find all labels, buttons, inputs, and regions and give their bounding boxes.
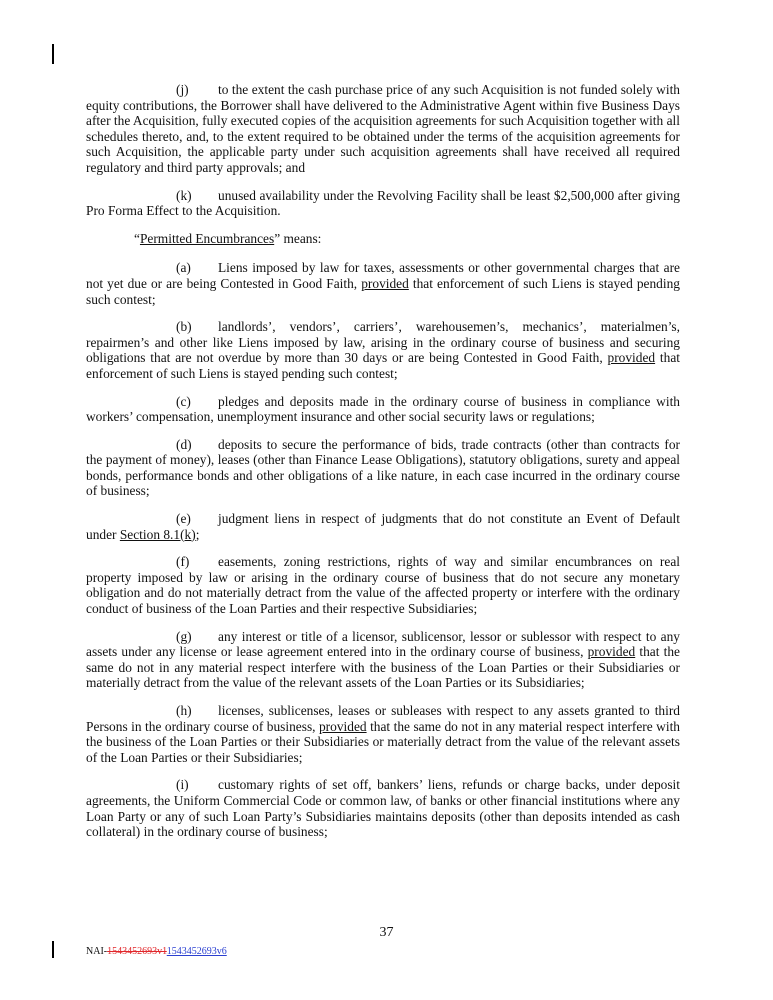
clause-label: (d) [176,436,192,452]
clause-text: that enforcement of such Liens is stayed pending such contest; [86,350,680,381]
clause-paragraph [86,629,680,691]
clause-text: ” means: [274,230,322,246]
clause-label: (b) [176,319,192,335]
clause-paragraph [86,554,680,616]
clause-text: ; [195,526,200,542]
clause-text: licenses, sublicenses, leases or subleases with respect to any assets granted to third Persons in the ordinary course of business, [86,703,680,734]
clause-text: Liens imposed by law for taxes, assessments or other governmental charges that are not yet due or are being Contested in Good Faith, [86,260,680,291]
clause-label: (a) [176,260,191,276]
clause-text: easements, zoning restrictions, rights of way and similar encumbrances on real property imposed by law or arising in the ordinary course of business that do not secure any monetary obligation and do not materially detract from the value of the affected property or interfere with the ordinary conduct of business of the Loan Parties and their respective Subsidiaries; [86,554,680,617]
clause-label: (e) [176,511,191,527]
underlined-term: provided [587,644,636,660]
footer-prefix: NAI- [86,946,108,957]
clause-text: pledges and deposits made in the ordinary course of business in compliance with workers’ compensation, unemployment insurance and other social security laws or regulations; [86,393,680,425]
clause-paragraph [86,260,680,307]
clause-label: (i) [176,777,189,793]
underlined-term: provided [607,350,656,366]
clause-text: that the same do not in any material respect interfere with the business of the Loan Parties or their Subsidiaries or materially detract from the value of the relevant assets of the Loan Parties or their Subsidiaries; [86,718,680,765]
clause-paragraph [86,188,680,219]
clause-text: to the extent the cash purchase price of any such Acquisition is not funded solely with equity contributions, the Borrower shall have delivered to the Administrative Agent within five Business Days after the Acquisition, fully executed copies of the acquisition agreements for such Acquisition together with all schedules thereto, and, to the extent required to be obtained under the terms of the acquisition agreements for such Acquisition, the applicable party under such acquisition agreements shall have received all required regulatory and third party approvals; and [86,82,680,175]
clause-paragraph [86,82,680,176]
clause-text: unused availability under the Revolving Facility shall be least $2,500,000 after giving Pro Forma Effect to the Acquisition. [86,187,680,219]
clause-label: (f) [176,554,190,570]
definition-heading [86,231,680,247]
clause-label: (j) [176,82,189,97]
clause-text: that the same do not in any material respect interfere with the business of the Loan Parties or their Subsidiaries or materially detract from the value of the relevant assets of the Loan Parties or its Subsidiaries; [86,644,680,691]
clause-text: judgment liens in respect of judgments that do not constitute an Event of Default under [86,511,680,542]
clause-text: customary rights of set off, bankers’ liens, refunds or charge backs, under deposit agreements, the Uniform Commercial Code or common law, of banks or other financial institutions where any Loan Party or any of such Loan Party’s Subsidiaries maintains deposits (other than deposits intended as cash collateral) in the ordinary course of business; [86,777,680,840]
clause-text: deposits to secure the performance of bids, trade contracts (other than contracts for the payment of money), leases (other than Finance Lease Obligations), statutory obligations, surety and appeal bonds, performance bonds and other obligations of a like nature, in each case incurred in the ordinary course of business; [86,436,680,499]
clause-text: “ [134,230,140,246]
clause-paragraph [86,394,680,425]
change-bar-bottom [52,941,54,958]
change-bar-top [52,44,54,64]
clause-label: (c) [176,393,191,409]
underlined-term: Section 8.1(k) [119,526,196,542]
clause-paragraph [86,703,680,765]
underlined-term: Permitted Encumbrances [139,230,275,246]
footer-deleted-id: 1543452693v1 [107,946,167,957]
clause-label: (k) [176,187,192,203]
clause-paragraph [86,511,680,542]
clause-text: landlords’, vendors’, carriers’, warehousemen’s, mechanics’, materialmen’s, repairmen’s and other like Liens imposed by law, arising in the ordinary course of business and securing obligations that are not overdue by more than 30 days or are being Contested in Good Faith, [86,319,680,366]
underlined-term: provided [318,718,367,734]
clause-label: (g) [176,628,192,644]
document-footer [86,946,227,957]
underlined-term: provided [361,275,409,291]
clause-paragraph [86,319,680,381]
clause-text: any interest or title of a licensor, sublicensor, lessor or sublessor with respect to any assets under any license or lease agreement entered into in the ordinary course of business, [86,628,680,660]
clause-paragraph [86,437,680,499]
page-number: 37 [379,925,394,940]
document-body [86,82,680,852]
clause-label: (h) [176,703,192,718]
clause-paragraph [86,777,680,839]
footer-inserted-id: 1543452693v6 [166,946,227,957]
clause-text: that enforcement of such Liens is stayed pending such contest; [86,275,680,307]
